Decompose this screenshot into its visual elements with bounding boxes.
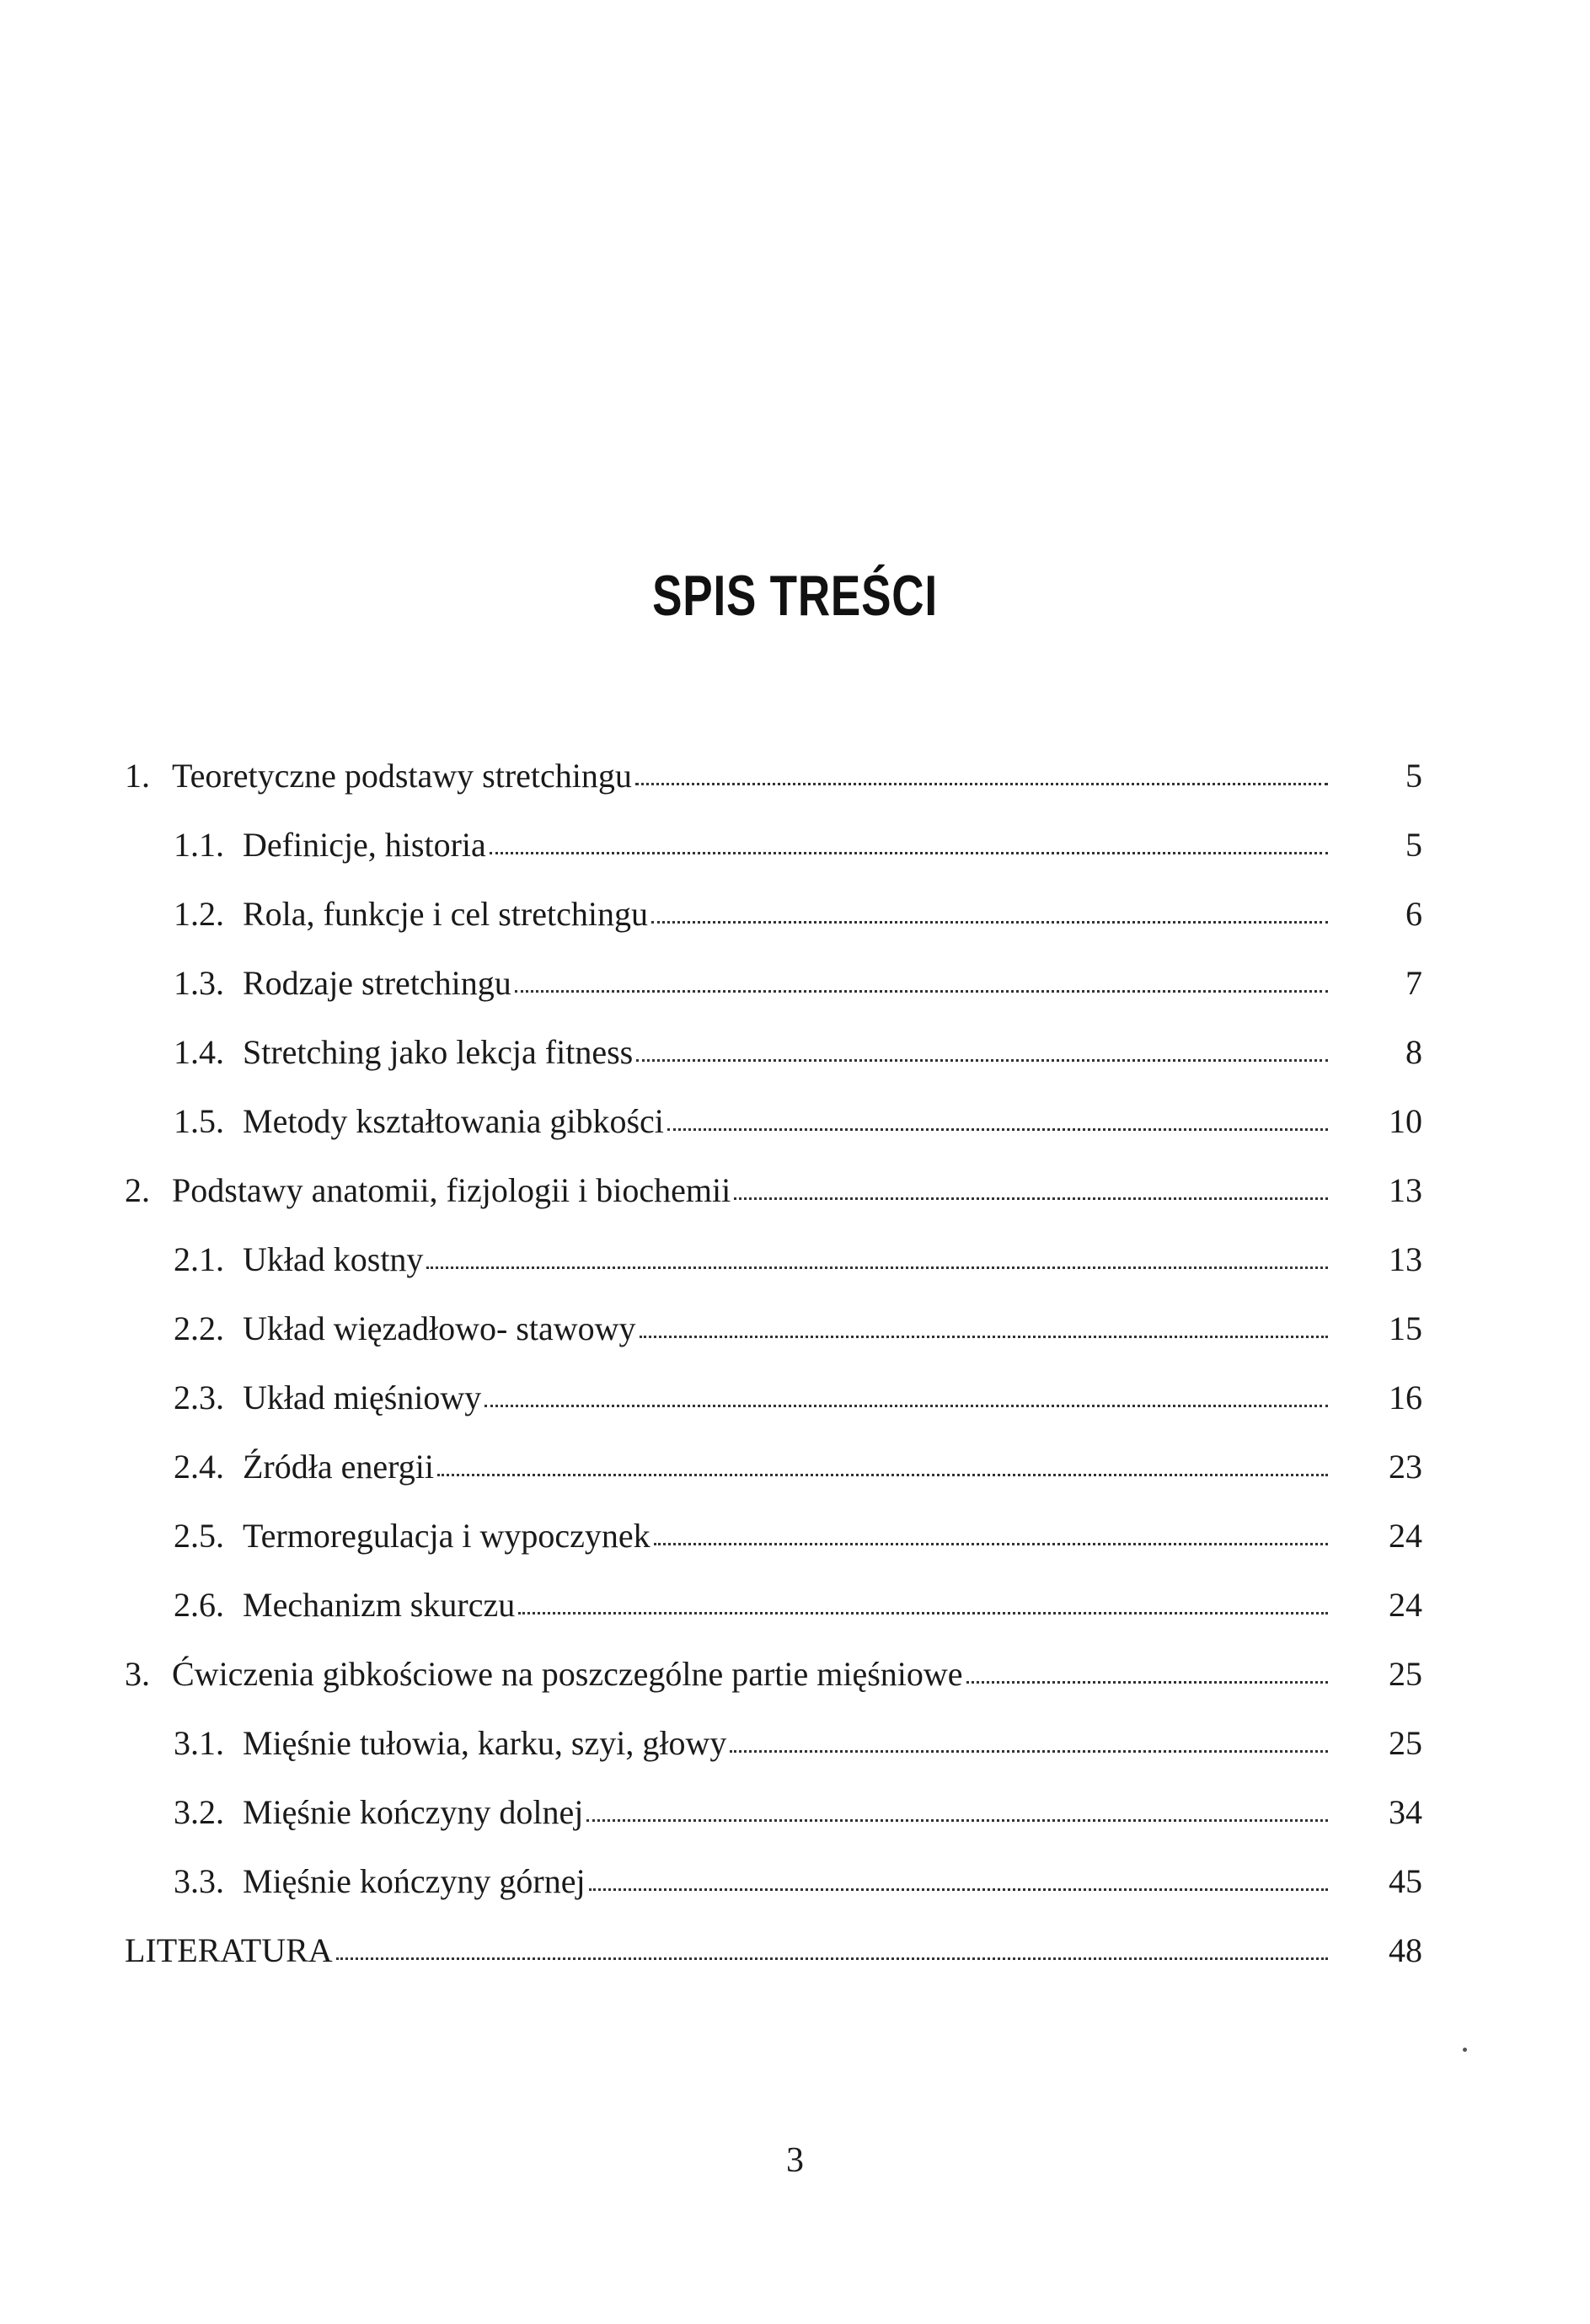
- toc-subentry: [125, 1571, 1422, 1640]
- scan-speck: [1463, 2048, 1467, 2052]
- toc-entry-page: 34: [1389, 1793, 1422, 1831]
- toc-entry-page: 5: [1405, 757, 1422, 795]
- toc-dot-leader: [667, 1125, 1328, 1131]
- toc-entry-title: Układ kostny: [243, 1240, 424, 1278]
- toc-entry-page: 25: [1389, 1655, 1422, 1693]
- toc-entry-title: Termoregulacja i wypoczynek: [243, 1517, 650, 1555]
- toc-entry-page: 10: [1389, 1102, 1422, 1140]
- toc-entry-number: 1.3.: [174, 964, 224, 1002]
- toc-entry-number: 3.3.: [174, 1862, 224, 1900]
- toc-entry-number: 1.: [125, 757, 150, 795]
- toc-entry-title: Podstawy anatomii, fizjologii i biochemii: [172, 1171, 731, 1209]
- toc-dot-leader: [437, 1470, 1328, 1476]
- page-number: 3: [786, 2141, 804, 2180]
- toc-entry-page: 16: [1389, 1379, 1422, 1416]
- toc-chapter: [125, 1156, 1422, 1225]
- toc-entry-page: 24: [1389, 1586, 1422, 1624]
- toc-subentry: [125, 880, 1422, 949]
- toc-subentry: [125, 1018, 1422, 1087]
- toc-entry-number: 1.4.: [174, 1033, 224, 1071]
- toc-entry-page: 13: [1389, 1240, 1422, 1278]
- toc-subentry: [125, 1709, 1422, 1778]
- toc-entry-title: Definicje, historia: [243, 826, 486, 864]
- toc-entry-number: 3.2.: [174, 1793, 224, 1831]
- toc-entry-page: 24: [1389, 1517, 1422, 1555]
- toc-dot-leader: [490, 849, 1328, 854]
- toc-dot-leader: [651, 918, 1328, 924]
- toc-dot-leader: [515, 987, 1328, 993]
- toc-subentry: [125, 949, 1422, 1018]
- page-title: SPIS TREŚCI: [652, 564, 938, 628]
- toc-subentry: [125, 1847, 1422, 1916]
- toc-chapter: [125, 742, 1422, 811]
- toc-dot-leader: [635, 779, 1328, 785]
- toc-entry-title: Źródła energii: [243, 1448, 434, 1486]
- toc-dot-leader: [966, 1678, 1328, 1684]
- toc-entry-title: Mięśnie kończyny dolnej: [243, 1793, 584, 1831]
- toc-entry-number: 2.: [125, 1171, 150, 1209]
- toc-dot-leader: [336, 1954, 1328, 1960]
- toc-entry-title: Rodzaje stretchingu: [243, 964, 511, 1002]
- toc-entry-title: Rola, funkcje i cel stretchingu: [243, 895, 648, 933]
- toc-entry-page: 23: [1389, 1448, 1422, 1486]
- toc-entry-number: 1.1.: [174, 826, 224, 864]
- toc-entry-title: Metody kształtowania gibkości: [243, 1102, 664, 1140]
- toc-entry-number: 3.1.: [174, 1724, 224, 1762]
- toc-entry-number: 2.3.: [174, 1379, 224, 1416]
- toc-entry-title: Teoretyczne podstawy stretchingu: [172, 757, 632, 795]
- toc-subentry: [125, 1363, 1422, 1432]
- toc-dot-leader: [484, 1401, 1328, 1407]
- toc-dot-leader: [640, 1332, 1328, 1338]
- toc-dot-leader: [730, 1747, 1328, 1753]
- toc-dot-leader: [589, 1885, 1328, 1891]
- toc-entry-title: Układ mięśniowy: [243, 1379, 482, 1416]
- toc-entry-page: 6: [1405, 895, 1422, 933]
- toc-entry-number: 2.6.: [174, 1586, 224, 1624]
- toc-dot-leader: [426, 1263, 1328, 1269]
- toc-subentry: [125, 1087, 1422, 1156]
- toc-entry-page: 5: [1405, 826, 1422, 864]
- toc-subentry: [125, 1502, 1422, 1571]
- toc-subentry: [125, 1432, 1422, 1502]
- toc-dot-leader: [636, 1056, 1328, 1062]
- toc-entry-number: 2.4.: [174, 1448, 224, 1486]
- toc-dot-leader: [654, 1540, 1328, 1545]
- toc-entry-title: LITERATURA: [125, 1931, 333, 1969]
- toc-chapter: [125, 1640, 1422, 1709]
- table-of-contents: [125, 742, 1422, 1985]
- toc-entry-title: Mięśnie kończyny górnej: [243, 1862, 586, 1900]
- toc-entry-page: 45: [1389, 1862, 1422, 1900]
- toc-entry-title: Mięśnie tułowia, karku, szyi, głowy: [243, 1724, 727, 1762]
- toc-entry-page: 8: [1405, 1033, 1422, 1071]
- toc-entry-number: 2.2.: [174, 1309, 224, 1347]
- toc-entry-number: 2.5.: [174, 1517, 224, 1555]
- toc-entry-page: 7: [1405, 964, 1422, 1002]
- toc-dot-leader: [734, 1194, 1328, 1200]
- toc-entry-title: Układ więzadłowo- stawowy: [243, 1309, 636, 1347]
- toc-dot-leader: [586, 1816, 1328, 1822]
- toc-entry-page: 13: [1389, 1171, 1422, 1209]
- toc-entry-title: Mechanizm skurczu: [243, 1586, 516, 1624]
- toc-entry-page: 48: [1389, 1931, 1422, 1969]
- toc-entry-title: Stretching jako lekcja fitness: [243, 1033, 634, 1071]
- toc-entry-number: 2.1.: [174, 1240, 224, 1278]
- toc-dot-leader: [518, 1609, 1328, 1614]
- toc-subentry: [125, 811, 1422, 880]
- toc-subentry: [125, 1294, 1422, 1363]
- toc-subentry: [125, 1225, 1422, 1294]
- toc-entry-page: 25: [1389, 1724, 1422, 1762]
- toc-subentry: [125, 1778, 1422, 1847]
- toc-entry-number: 1.2.: [174, 895, 224, 933]
- toc-section: [125, 1916, 1422, 1985]
- toc-entry-title: Ćwiczenia gibkościowe na poszczególne partie mięśniowe: [172, 1655, 963, 1693]
- toc-entry-number: 3.: [125, 1655, 150, 1693]
- toc-entry-number: 1.5.: [174, 1102, 224, 1140]
- toc-entry-page: 15: [1389, 1309, 1422, 1347]
